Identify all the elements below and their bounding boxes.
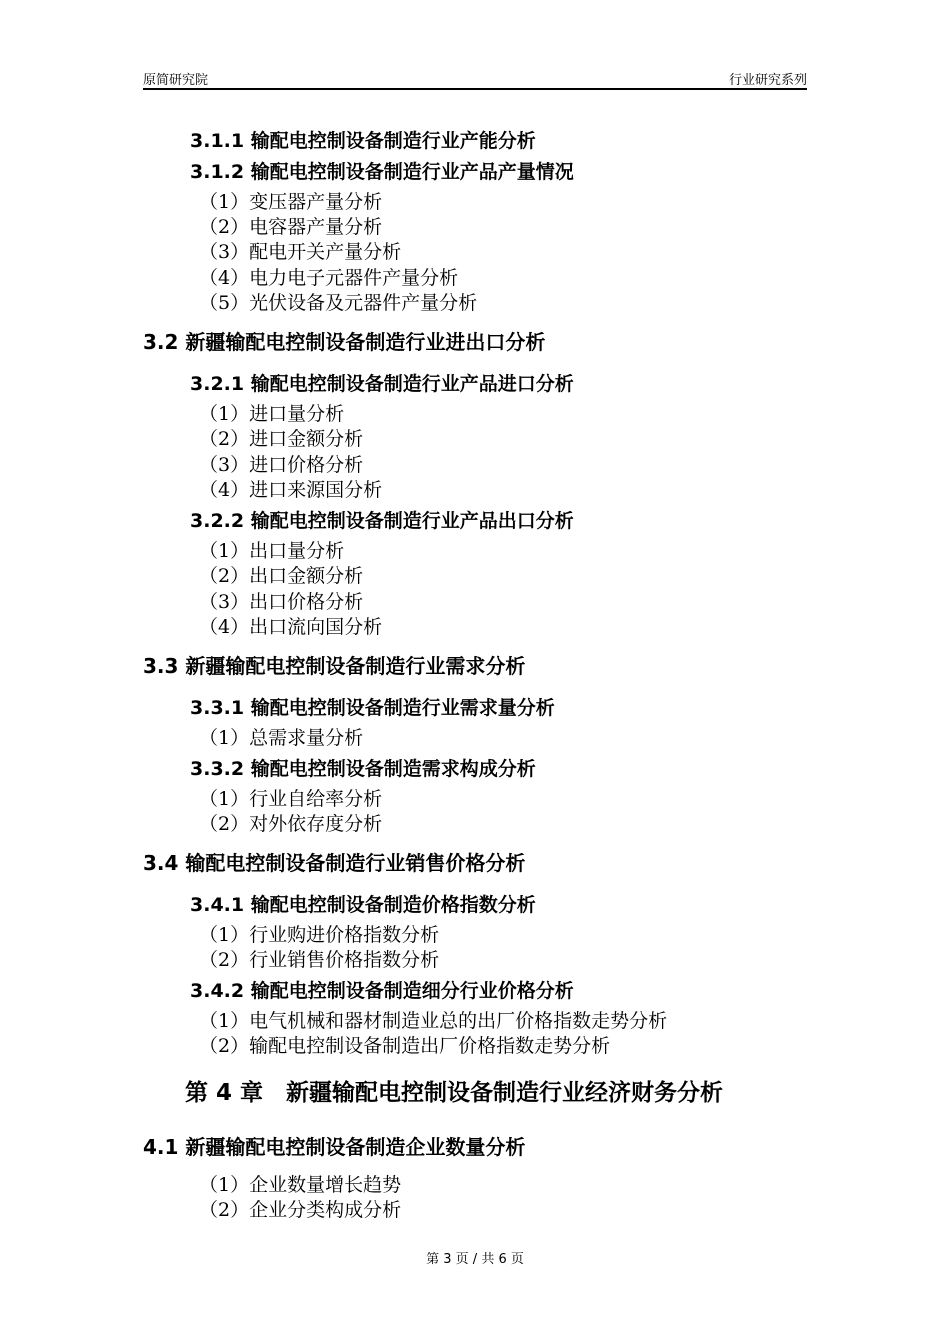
header-org: 原简研究院 (143, 73, 209, 88)
toc-item: （1）总需求量分析 (199, 727, 364, 749)
header-series: 行业研究系列 (728, 73, 807, 88)
toc-item: （2）进口金额分析 (199, 428, 364, 450)
toc-item: （1）行业自给率分析 (199, 788, 383, 810)
toc-heading-3-2-2: 3.2.2 输配电控制设备制造行业产品出口分析 (190, 510, 574, 532)
toc-item: （2）输配电控制设备制造出厂价格指数走势分析 (199, 1035, 611, 1057)
toc-heading-3-4: 3.4 输配电控制设备制造行业销售价格分析 (143, 851, 526, 875)
toc-item: （2）出口金额分析 (199, 565, 364, 587)
page-footer: 第 3 页 / 共 6 页 (426, 1252, 524, 1267)
toc-item: （1）企业数量增长趋势 (199, 1174, 402, 1196)
toc-item: （1）电气机械和器材制造业总的出厂价格指数走势分析 (199, 1010, 668, 1032)
toc-item: （2）对外依存度分析 (199, 813, 383, 835)
toc-item: （1）行业购进价格指数分析 (199, 924, 440, 946)
toc-item: （1）进口量分析 (199, 403, 345, 425)
toc-heading-3-3-2: 3.3.2 输配电控制设备制造需求构成分析 (190, 758, 536, 780)
toc-item: （5）光伏设备及元器件产量分析 (199, 292, 478, 314)
toc-heading-3-2: 3.2 新疆输配电控制设备制造行业进出口分析 (143, 330, 546, 354)
toc-item: （1）变压器产量分析 (199, 191, 383, 213)
toc-item: （3）配电开关产量分析 (199, 241, 402, 263)
toc-chapter-4: 第 4 章 新疆输配电控制设备制造行业经济财务分析 (185, 1080, 724, 1106)
toc-item: （2）电容器产量分析 (199, 216, 383, 238)
toc-heading-4-1: 4.1 新疆输配电控制设备制造企业数量分析 (143, 1135, 526, 1159)
toc-heading-3-1-2: 3.1.2 输配电控制设备制造行业产品产量情况 (190, 161, 574, 183)
page-header (143, 68, 807, 90)
toc-item: （2）行业销售价格指数分析 (199, 949, 440, 971)
toc-item: （1）出口量分析 (199, 540, 345, 562)
toc-heading-3-2-1: 3.2.1 输配电控制设备制造行业产品进口分析 (190, 373, 574, 395)
toc-heading-3-4-1: 3.4.1 输配电控制设备制造价格指数分析 (190, 894, 536, 916)
toc-heading-3-3: 3.3 新疆输配电控制设备制造行业需求分析 (143, 654, 526, 678)
toc-item: （4）进口来源国分析 (199, 479, 383, 501)
toc-heading-3-4-2: 3.4.2 输配电控制设备制造细分行业价格分析 (190, 980, 574, 1002)
toc-item: （4）电力电子元器件产量分析 (199, 267, 459, 289)
toc-item: （2）企业分类构成分析 (199, 1199, 402, 1221)
toc-heading-3-1-1: 3.1.1 输配电控制设备制造行业产能分析 (190, 130, 536, 152)
toc-item: （3）出口价格分析 (199, 591, 364, 613)
toc-heading-3-3-1: 3.3.1 输配电控制设备制造行业需求量分析 (190, 697, 555, 719)
toc-item: （3）进口价格分析 (199, 454, 364, 476)
toc-item: （4）出口流向国分析 (199, 616, 383, 638)
